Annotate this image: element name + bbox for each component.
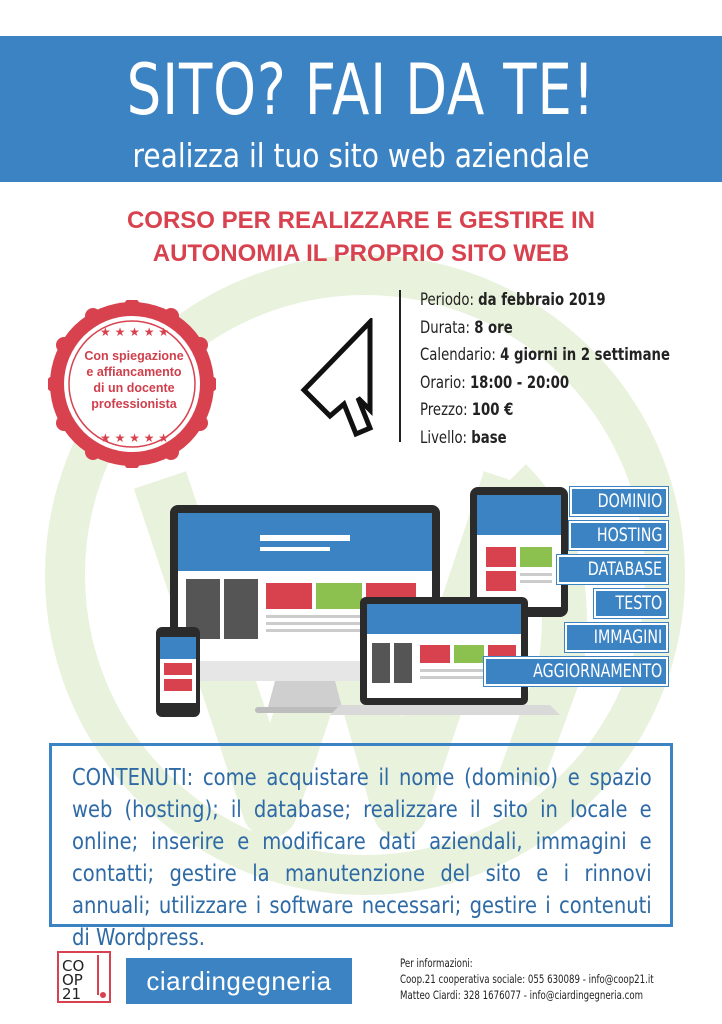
tag-hosting: HOSTING xyxy=(569,521,668,550)
tag-dominio: DOMINIO xyxy=(570,487,668,516)
page-subtitle: realizza il tuo sito web aziendale xyxy=(132,136,590,175)
course-details xyxy=(420,287,700,452)
tag-testo: TESTO xyxy=(594,589,668,618)
detail-orario: Orario: 18:00 - 20:00 xyxy=(420,372,570,393)
page-title: SITO? FAI DA TE! xyxy=(126,49,596,131)
detail-periodo: Periodo: da febbraio 2019 xyxy=(420,290,606,310)
detail-livello: Livello: base xyxy=(420,427,507,448)
contact-info: Per informazioni: Coop.21 cooperativa sociale: 055 630089 - info@coop21.it Matteo Ciardi: 328 1676077 - info@ciardingegneria.com xyxy=(400,956,654,1002)
tag-database: DATABASE xyxy=(557,555,668,584)
contenuti-text: CONTENUTI: come acquistare il nome (dominio) e spazio web (hosting); il database; realizzare il sito in locale e online; inserire e modificare dati aziendali, immagini e contatti; gestire la manutenzione del sito e i rinnovi annuali; utilizzare i software necessari; gestire i contenuti di Wordpress. xyxy=(72,765,652,951)
course-headline: CORSO PER REALIZZARE E GESTIRE IN AUTONOMIA IL PROPRIO SITO WEB xyxy=(126,207,596,267)
svg-text:★ ★ ★ ★ ★: ★ ★ ★ ★ ★ xyxy=(100,431,170,445)
responsive-devices-illustration xyxy=(150,485,580,725)
detail-durata: Durata: 8 ore xyxy=(420,317,513,338)
mouse-cursor-icon xyxy=(300,318,380,438)
detail-calendario: Calendario: 4 giorni in 2 settimane xyxy=(420,345,670,365)
tag-immagini: IMMAGINI xyxy=(565,623,668,652)
header-band xyxy=(0,36,722,182)
ciardingegneria-logo: ciardingegneria xyxy=(126,958,352,1004)
details-divider xyxy=(399,290,401,442)
svg-text:OP: OP xyxy=(62,971,83,989)
tag-aggiornamento: AGGIORNAMENTO xyxy=(484,657,668,686)
svg-text:★ ★ ★ ★ ★: ★ ★ ★ ★ ★ xyxy=(100,325,170,339)
badge-text: Con spiegazione e affiancamento di un docente professionista xyxy=(84,349,184,411)
detail-prezzo: Prezzo: 100 € xyxy=(420,400,514,420)
contenuti-box xyxy=(49,743,673,951)
svg-text:21: 21 xyxy=(62,985,82,1003)
coop21-logo xyxy=(57,951,111,1003)
svg-text:CO: CO xyxy=(62,957,85,975)
